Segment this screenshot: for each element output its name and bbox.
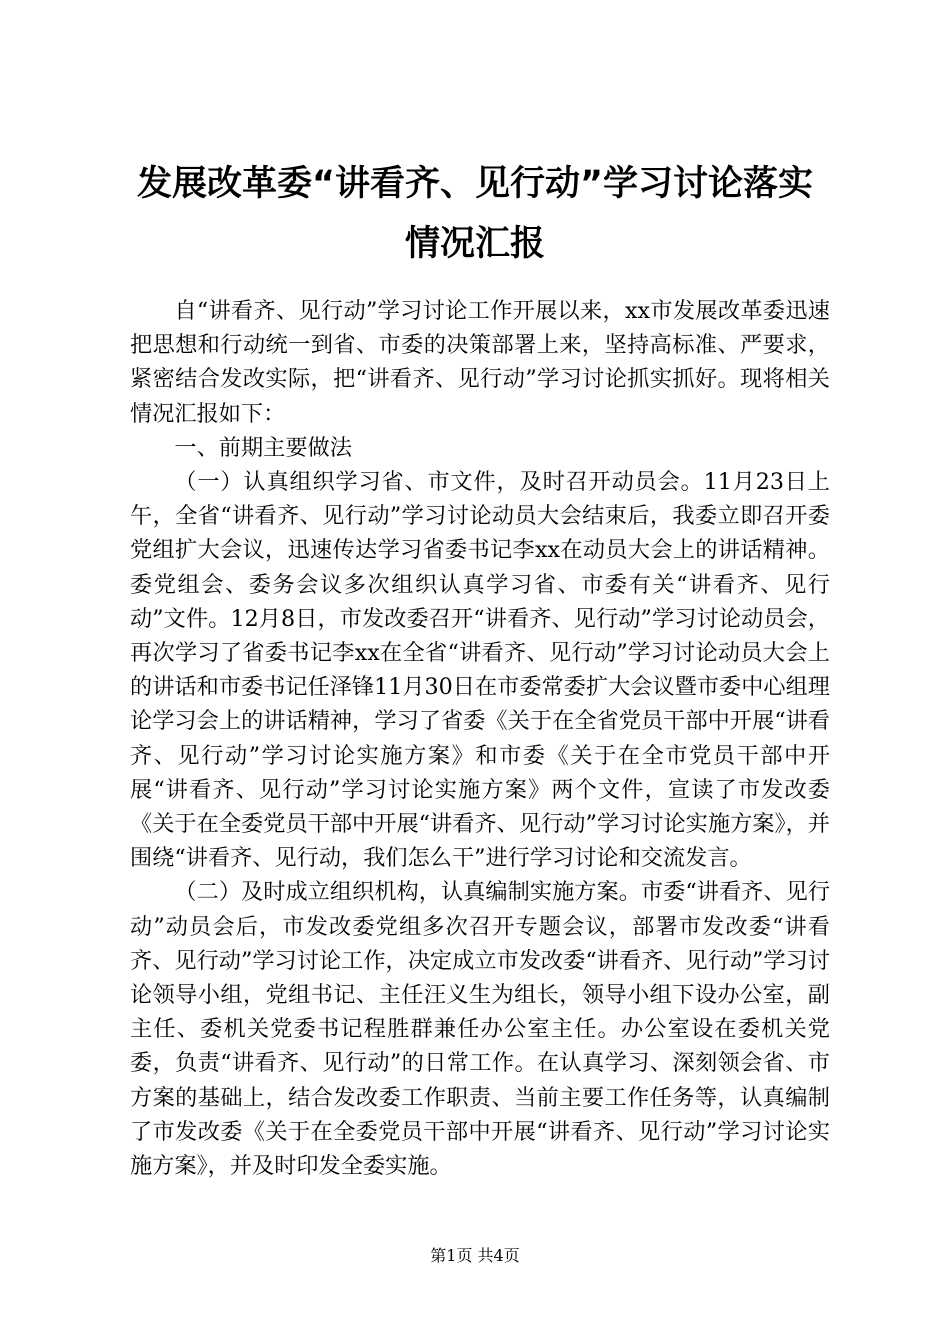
document-body [130,294,830,1183]
page-footer: 第1页 共4页 [430,1246,520,1265]
section-heading: 一、前期主要做法 [174,434,352,461]
intro-paragraph: 自“讲看齐、见行动”学习讨论工作开展以来，xx市发展改革委迅速把思想和行动统一到省、市委的决策部署上来，坚持高标准、严要求，紧密结合发改实际，把“讲看齐、见行动”学习讨论抓实抓好。现将相关情况汇报如下： [130,298,830,427]
body-paragraph-1: （一）认真组织学习省、市文件，及时召开动员会。11月23日上午，全省“讲看齐、见行动”学习讨论动员大会结束后，我委立即召开委党组扩大会议，迅速传达学习省委书记李xx在动员大会上的讲话精神。委党组会、委务会议多次组织认真学习省、市委有关“讲看齐、见行动”文件。12月8日，市发改委召开“讲看齐、见行动”学习讨论动员会，再次学习了省委书记李xx在全省“讲看齐、见行动”学习讨论动员大会上的讲话和市委书记任泽锋11月30日在市委常委扩大会议暨市委中心组理论学习会上的讲话精神，学习了省委《关于在全省党员干部中开展“讲看齐、见行动”学习讨论实施方案》和市委《关于在全市党员干部中开展“讲看齐、见行动”学习讨论实施方案》两个文件，宣读了市发改委《关于在全委党员干部中开展“讲看齐、见行动”学习讨论实施方案》，并围绕“讲看齐、见行动，我们怎么干”进行学习讨论和交流发言。 [130,469,830,872]
document-title-line-2: 情况汇报 [404,224,545,264]
body-paragraph-2: （二）及时成立组织机构，认真编制实施方案。市委“讲看齐、见行动”动员会后，市发改委党组多次召开专题会议，部署市发改委“讲看齐、见行动”学习讨论工作，决定成立市发改委“讲看齐、见行动”学习讨论领导小组，党组书记、主任汪义生为组长，领导小组下设办公室，副主任、委机关党委书记程胜群兼任办公室主任。办公室设在委机关党委，负责“讲看齐、见行动”的日常工作。在认真学习、深刻领会省、市方案的基础上，结合发改委工作职责、当前主要工作任务等，认真编制了市发改委《关于在全委党员干部中开展“讲看齐、见行动”学习讨论实施方案》，并及时印发全委实施。 [130,879,830,1180]
document-title-line-1: 发展改革委“讲看齐、见行动”学习讨论落实 [136,164,813,204]
